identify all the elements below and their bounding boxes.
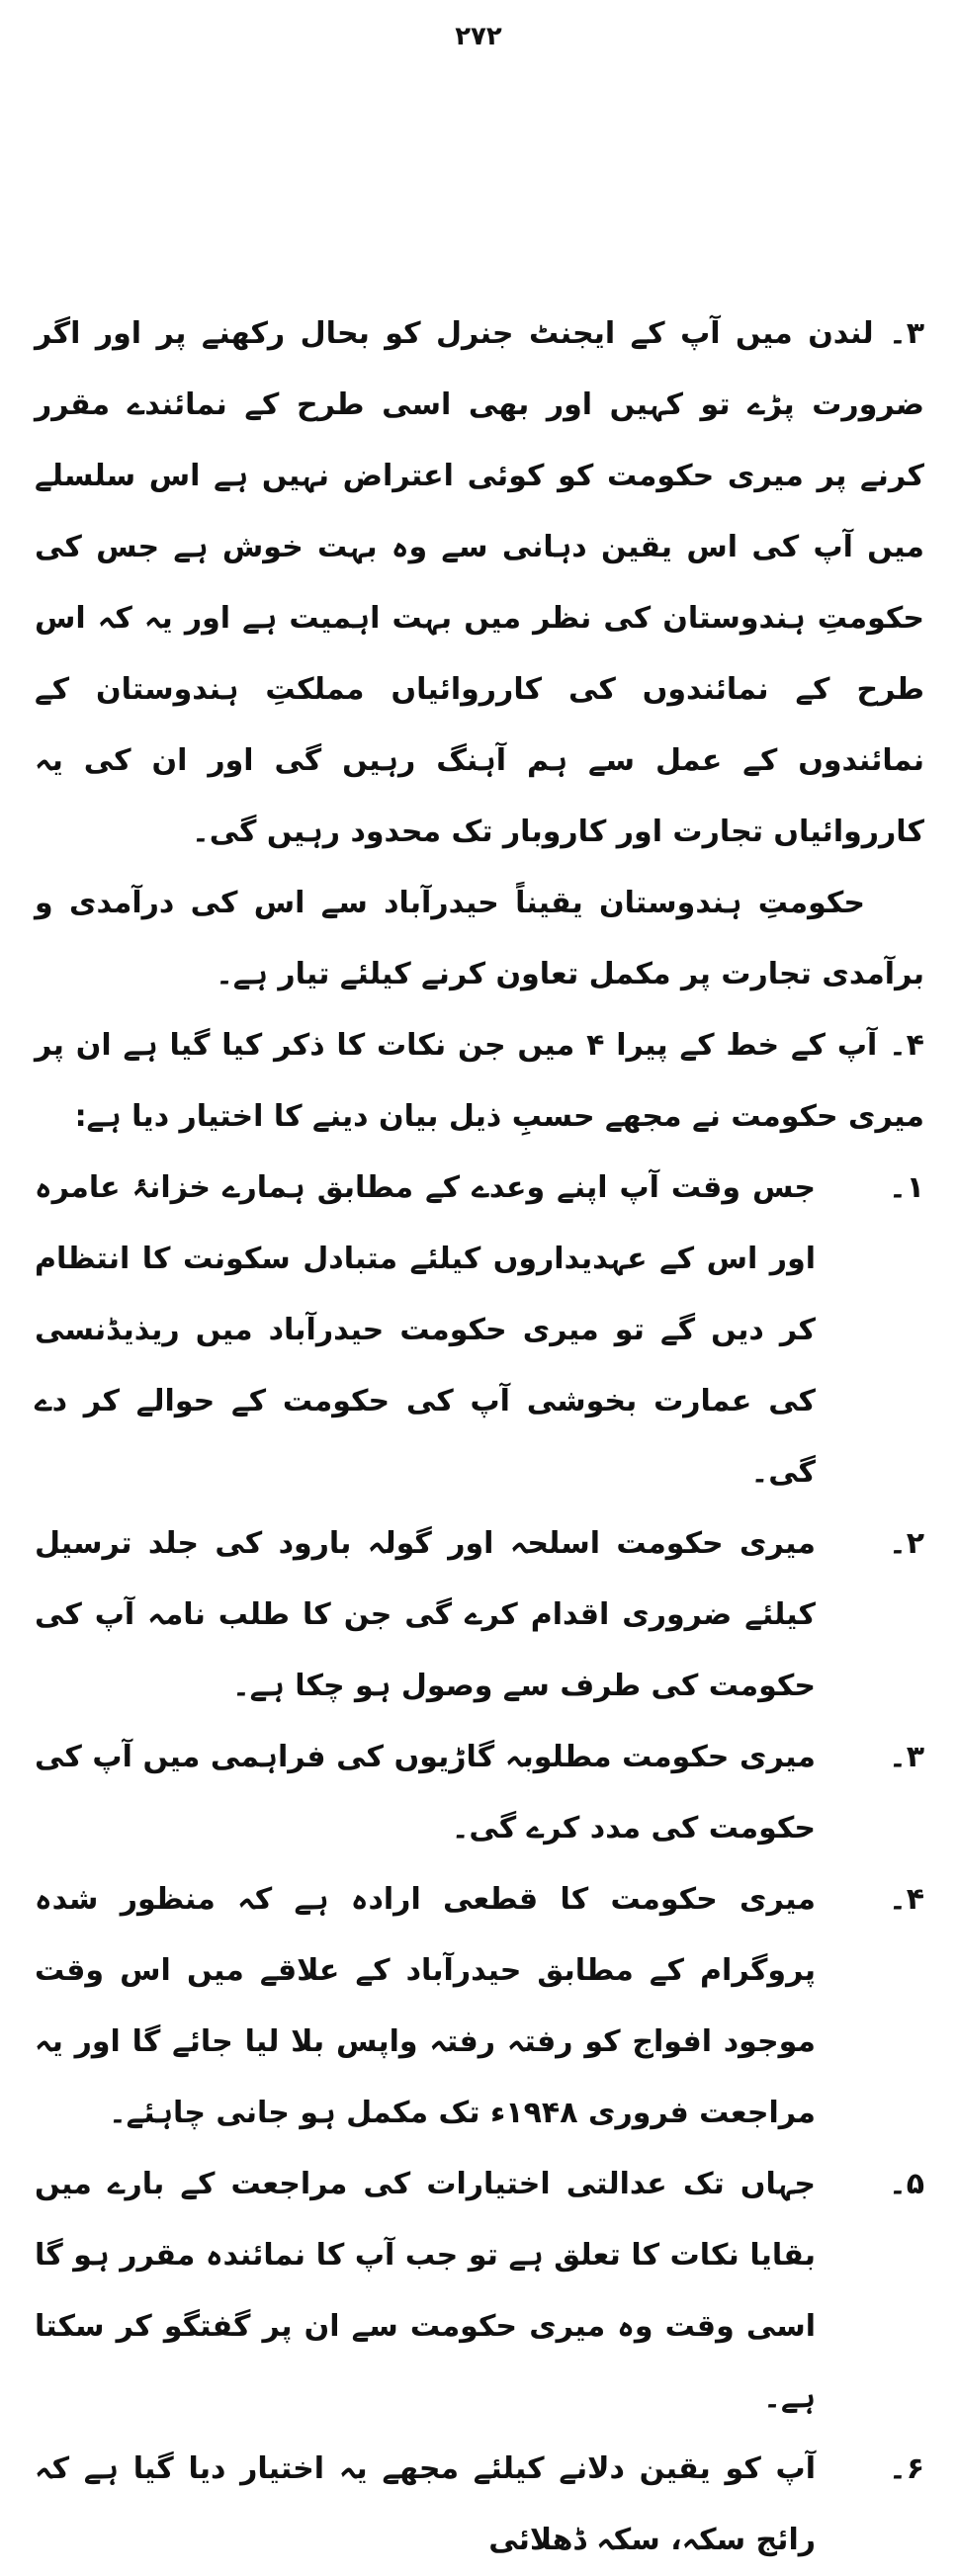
paragraph-4: ۴۔ آپ کے خط کے پیرا ۴ میں جن نکات کا ذکر کیا گیا ہے ان پر میری حکومت نے مجھے حسبِ ذیل بیان دینے کا اختیار دیا ہے: xyxy=(35,1028,924,1134)
list-item-text: جہاں تک عدالتی اختیارات کی مراجعت کے بارے میں بقایا نکات کا تعلق ہے تو جب آپ کا نمائندہ مقرر ہو گا اسی وقت وہ میری حکومت سے ان پر گفتگو کر سکتا ہے۔ xyxy=(35,2167,816,2415)
list-item-text: آپ کو یقین دلانے کیلئے مجھے یہ اختیار دیا گیا ہے کہ رائج سکہ، سکہ ڈھلائی xyxy=(35,2451,816,2557)
list-item-4 xyxy=(35,1864,924,2149)
list-item-2 xyxy=(35,1508,924,1722)
list-item-3 xyxy=(35,1722,924,1864)
list-item-1 xyxy=(35,1153,924,1508)
paragraph-3: ۳۔ لندن میں آپ کے ایجنٹ جنرل کو بحال رکھنے پر اور اگر ضرورت پڑے تو کہیں اور بھی اسی طرح کے نمائندے مقرر کرنے پر میری حکومت کو کوئی اعتراض نہیں ہے اس سلسلے میں آپ کی اس یقین دہانی سے وہ بہت خوش ہے جس کی حکومتِ ہندوستان کی نظر میں بہت اہمیت ہے اور یہ کہ اس طرح کے نمائندوں کی کارروائیاں مملکتِ ہندوستان کے نمائندوں کے عمل سے ہم آہنگ رہیں گی اور ان کی یہ کارروائیاں تجارت اور کاروبار تک محدود رہیں گی۔ xyxy=(35,316,924,849)
document-body xyxy=(35,299,924,2576)
list-item-text: جس وقت آپ اپنے وعدے کے مطابق ہمارے خزانۂ عامرہ اور اس کے عہدیداروں کیلئے متبادل سکونت کا انتظام کر دیں گے تو میری حکومت حیدرآباد میں ریذیڈنسی کی عمارت بخوشی آپ کی حکومت کے حوالے کر دے گی۔ xyxy=(35,1170,816,1490)
list-item-number: ۴۔ xyxy=(889,1882,924,1917)
list-item-number: ۶۔ xyxy=(889,2451,924,2486)
list-item-6 xyxy=(35,2434,924,2576)
list-item-text: میری حکومت اسلحہ اور گولہ بارود کی جلد ترسیل کیلئے ضروری اقدام کرے گی جن کا طلب نامہ آپ کی حکومت کی طرف سے وصول ہو چکا ہے۔ xyxy=(35,1526,816,1703)
list-item-number: ۱۔ xyxy=(889,1170,924,1205)
paragraph-3-continuation: حکومتِ ہندوستان یقیناً حیدرآباد سے اس کی درآمدی و برآمدی تجارت پر مکمل تعاون کرنے کیلئے تیار ہے۔ xyxy=(35,886,924,991)
list-item-number: ۳۔ xyxy=(889,1740,924,1774)
list-item-text: میری حکومت مطلوبہ گاڑیوں کی فراہمی میں آپ کی حکومت کی مدد کرے گی۔ xyxy=(35,1740,816,1846)
list-item-number: ۲۔ xyxy=(889,1526,924,1561)
page-number: ۲۷۲ xyxy=(455,22,502,51)
list-item-number: ۵۔ xyxy=(889,2167,924,2201)
list-item-text: میری حکومت کا قطعی ارادہ ہے کہ منظور شدہ پروگرام کے مطابق حیدرآباد کے علاقے میں اس وقت موجود افواج کو رفتہ رفتہ واپس بلا لیا جائے گا اور یہ مراجعت فروری ۱۹۴۸ء تک مکمل ہو جانی چاہئے۔ xyxy=(35,1882,816,2130)
list-item-5 xyxy=(35,2149,924,2434)
